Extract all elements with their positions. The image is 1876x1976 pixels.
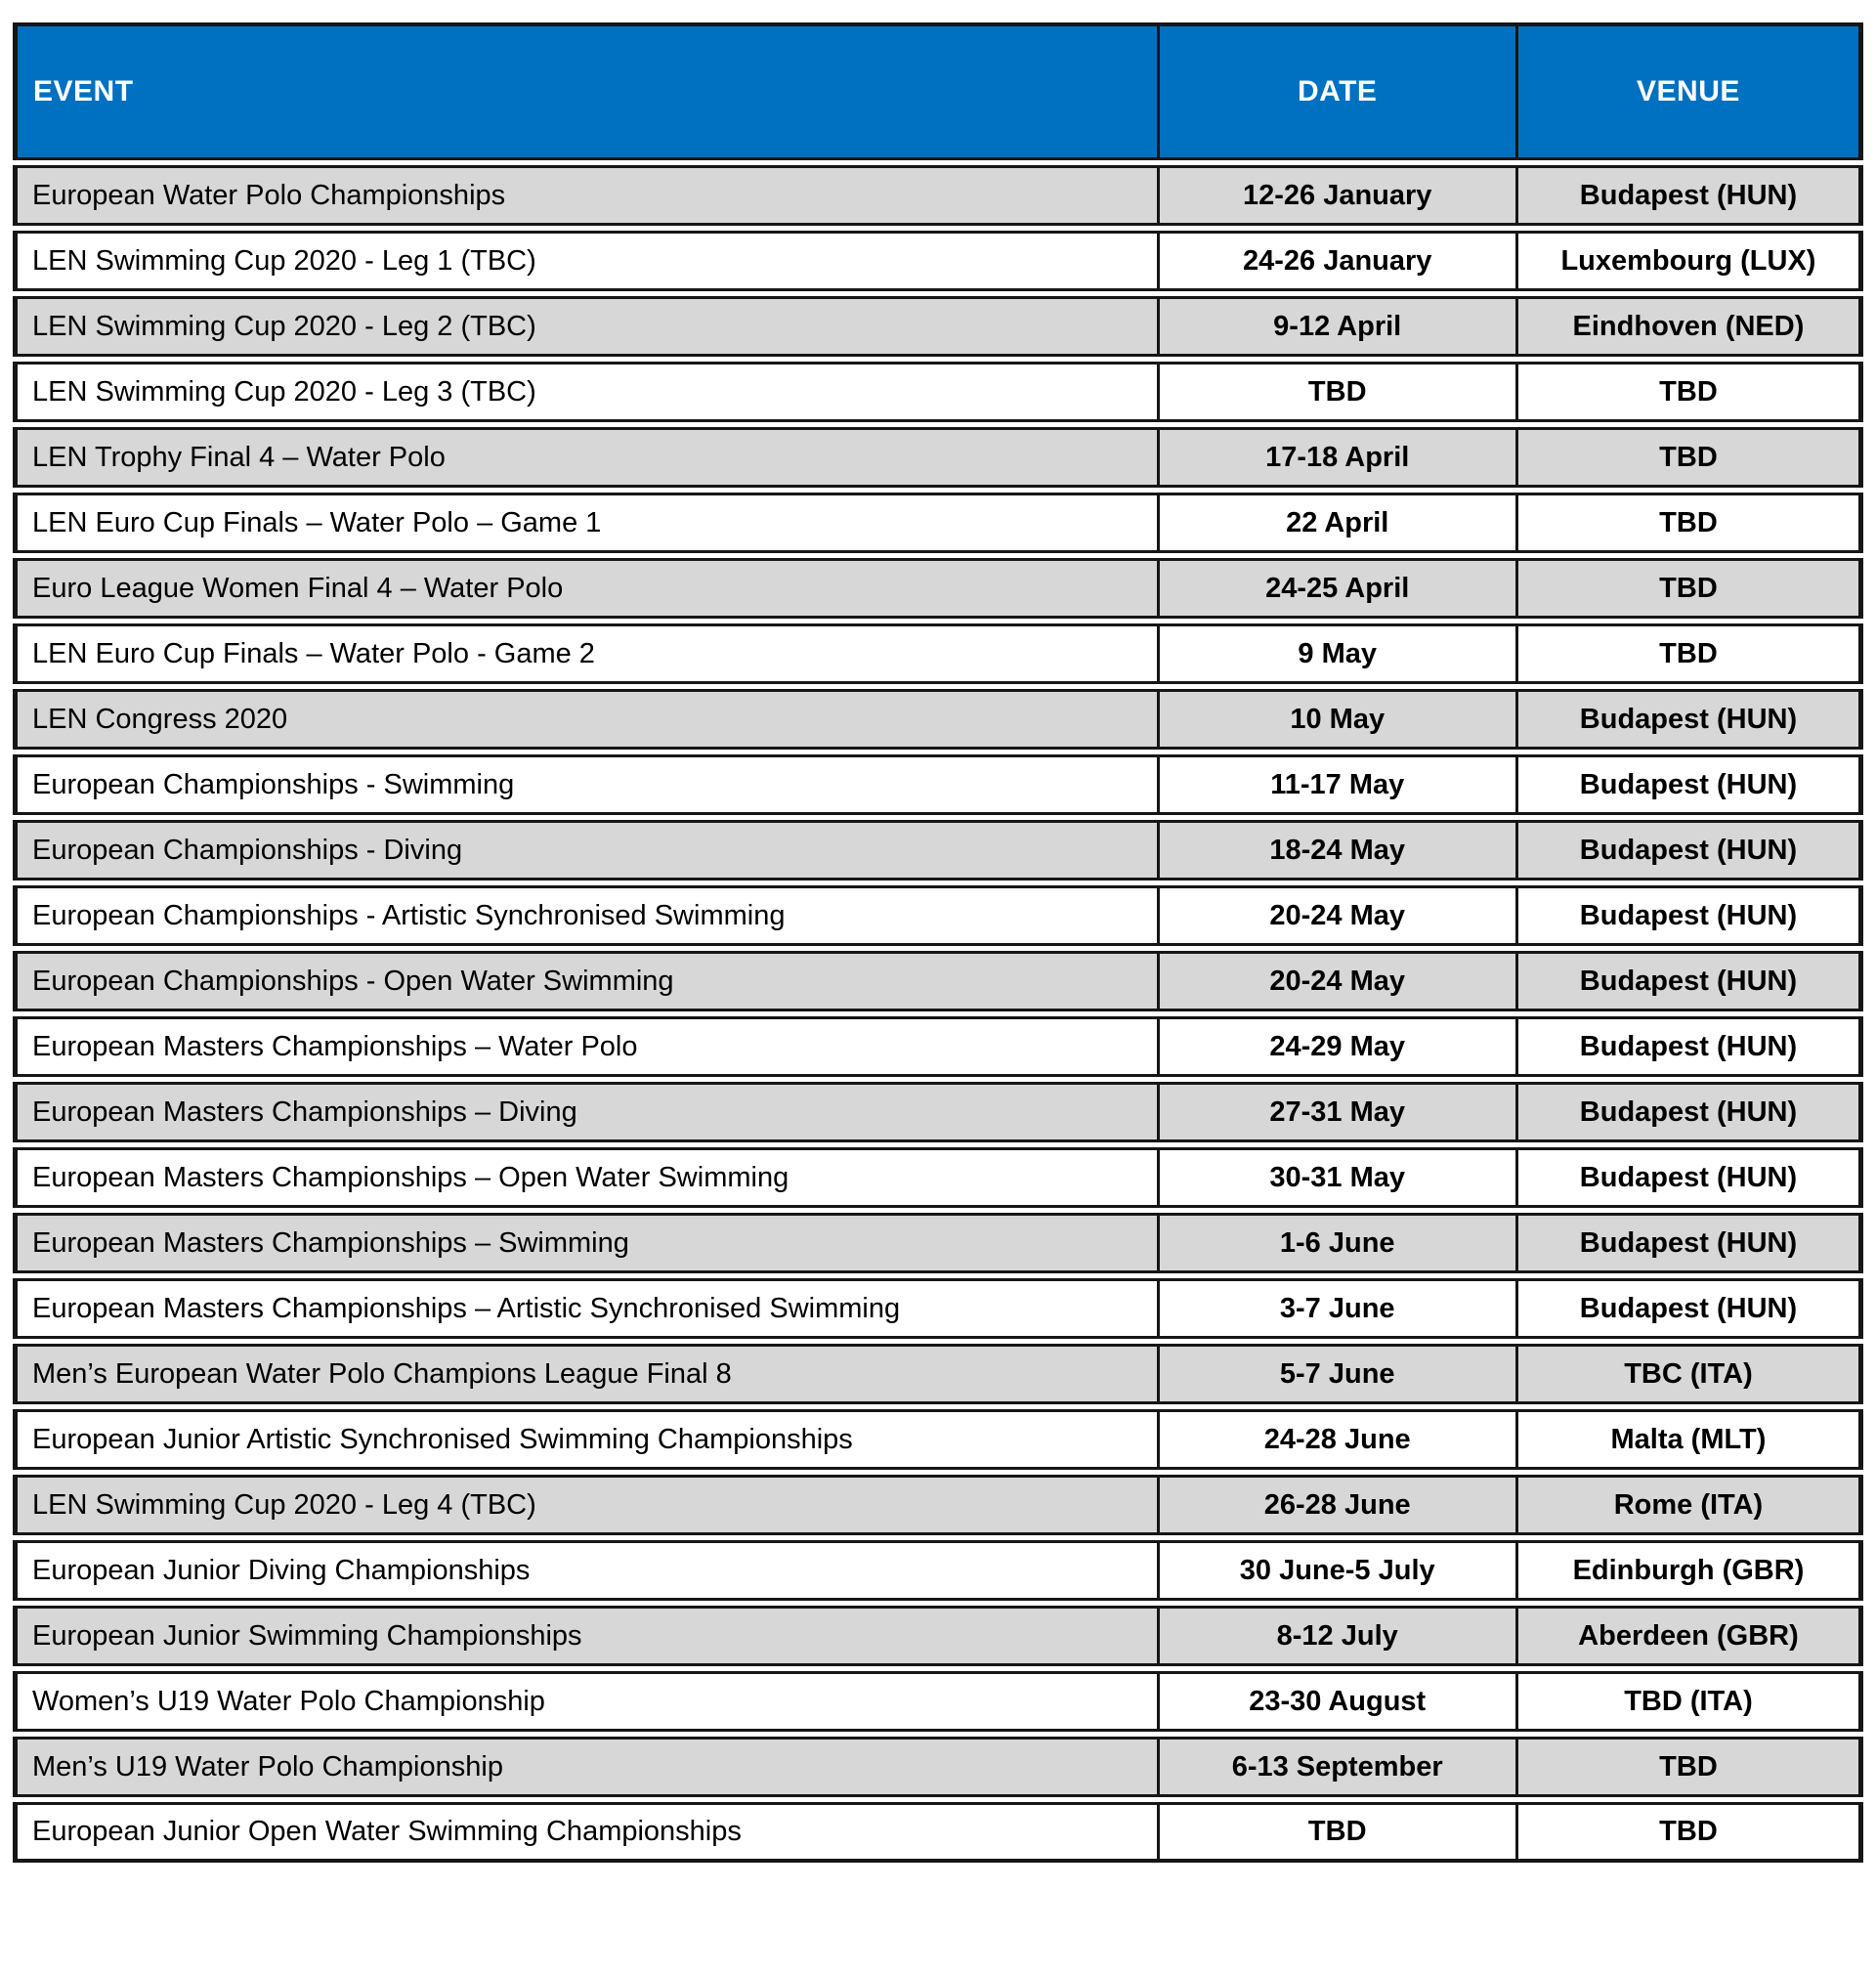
event-cell: European Championships - Artistic Synchronised Swimming <box>13 885 1157 946</box>
venue-cell: Budapest (HUN) <box>1515 820 1863 881</box>
event-cell: European Junior Swimming Championships <box>13 1606 1157 1666</box>
table-row <box>13 951 1863 1011</box>
event-cell: Euro League Women Final 4 – Water Polo <box>13 558 1157 619</box>
event-cell: European Masters Championships – Artistic Synchronised Swimming <box>13 1278 1157 1339</box>
event-cell: European Masters Championships – Water Polo <box>13 1016 1157 1077</box>
date-cell: 9-12 April <box>1157 296 1515 357</box>
event-cell: LEN Swimming Cup 2020 - Leg 4 (TBC) <box>13 1475 1157 1535</box>
event-cell: Men’s U19 Water Polo Championship <box>13 1737 1157 1797</box>
venue-cell: TBC (ITA) <box>1515 1344 1863 1404</box>
table-row <box>13 362 1863 422</box>
date-cell: 24-25 April <box>1157 558 1515 619</box>
date-cell: 23-30 August <box>1157 1671 1515 1732</box>
event-cell: Men’s European Water Polo Champions League Final 8 <box>13 1344 1157 1404</box>
date-cell: 24-29 May <box>1157 1016 1515 1077</box>
date-cell: 10 May <box>1157 689 1515 750</box>
header-row <box>13 22 1863 160</box>
venue-cell: Budapest (HUN) <box>1515 1278 1863 1339</box>
event-cell: European Championships - Swimming <box>13 754 1157 815</box>
event-cell: LEN Euro Cup Finals – Water Polo - Game 2 <box>13 623 1157 684</box>
column-header-venue: VENUE <box>1515 22 1863 160</box>
table-row <box>13 1540 1863 1601</box>
venue-cell: TBD (ITA) <box>1515 1671 1863 1732</box>
venue-cell: TBD <box>1515 1802 1863 1863</box>
event-cell: European Masters Championships – Swimming <box>13 1213 1157 1273</box>
table-row <box>13 1016 1863 1077</box>
venue-cell: Budapest (HUN) <box>1515 689 1863 750</box>
venue-cell: TBD <box>1515 1737 1863 1797</box>
date-cell: 20-24 May <box>1157 951 1515 1011</box>
table-row <box>13 493 1863 553</box>
table-row <box>13 1409 1863 1470</box>
date-cell: 8-12 July <box>1157 1606 1515 1666</box>
table-row <box>13 165 1863 226</box>
date-cell: 12-26 January <box>1157 165 1515 226</box>
table-row <box>13 885 1863 946</box>
event-cell: LEN Trophy Final 4 – Water Polo <box>13 427 1157 488</box>
date-cell: 20-24 May <box>1157 885 1515 946</box>
table-row <box>13 689 1863 750</box>
table-row <box>13 754 1863 815</box>
event-cell: LEN Swimming Cup 2020 - Leg 1 (TBC) <box>13 231 1157 291</box>
venue-cell: TBD <box>1515 362 1863 422</box>
table-row <box>13 1147 1863 1208</box>
date-cell: 30-31 May <box>1157 1147 1515 1208</box>
venue-cell: Budapest (HUN) <box>1515 951 1863 1011</box>
table-row <box>13 296 1863 357</box>
date-cell: 11-17 May <box>1157 754 1515 815</box>
date-cell: 6-13 September <box>1157 1737 1515 1797</box>
venue-cell: Budapest (HUN) <box>1515 1082 1863 1142</box>
date-cell: TBD <box>1157 362 1515 422</box>
table-row <box>13 623 1863 684</box>
event-cell: LEN Euro Cup Finals – Water Polo – Game 1 <box>13 493 1157 553</box>
venue-cell: Budapest (HUN) <box>1515 1147 1863 1208</box>
venue-cell: Malta (MLT) <box>1515 1409 1863 1470</box>
table-row <box>13 231 1863 291</box>
table-body <box>13 165 1863 1863</box>
date-cell: 24-28 June <box>1157 1409 1515 1470</box>
venue-cell: Budapest (HUN) <box>1515 1213 1863 1273</box>
table-row <box>13 1278 1863 1339</box>
event-cell: European Junior Diving Championships <box>13 1540 1157 1601</box>
event-cell: European Masters Championships – Diving <box>13 1082 1157 1142</box>
venue-cell: Budapest (HUN) <box>1515 165 1863 226</box>
date-cell: 18-24 May <box>1157 820 1515 881</box>
venue-cell: Luxembourg (LUX) <box>1515 231 1863 291</box>
table-row <box>13 1344 1863 1404</box>
date-cell: 5-7 June <box>1157 1344 1515 1404</box>
date-cell: 9 May <box>1157 623 1515 684</box>
table-row <box>13 1606 1863 1666</box>
date-cell: 17-18 April <box>1157 427 1515 488</box>
date-cell: 1-6 June <box>1157 1213 1515 1273</box>
table-row <box>13 1802 1863 1863</box>
event-cell: LEN Swimming Cup 2020 - Leg 3 (TBC) <box>13 362 1157 422</box>
table-row <box>13 558 1863 619</box>
table-row <box>13 820 1863 881</box>
event-cell: European Championships - Diving <box>13 820 1157 881</box>
table-row <box>13 1475 1863 1535</box>
venue-cell: TBD <box>1515 558 1863 619</box>
event-cell: European Junior Artistic Synchronised Swimming Championships <box>13 1409 1157 1470</box>
event-cell: LEN Congress 2020 <box>13 689 1157 750</box>
venue-cell: TBD <box>1515 427 1863 488</box>
table-row <box>13 1737 1863 1797</box>
venue-cell: TBD <box>1515 493 1863 553</box>
venue-cell: Budapest (HUN) <box>1515 754 1863 815</box>
column-header-date: DATE <box>1157 22 1515 160</box>
venue-cell: Eindhoven (NED) <box>1515 296 1863 357</box>
column-header-event: EVENT <box>13 22 1157 160</box>
event-cell: European Masters Championships – Open Water Swimming <box>13 1147 1157 1208</box>
event-cell: LEN Swimming Cup 2020 - Leg 2 (TBC) <box>13 296 1157 357</box>
table-row <box>13 1213 1863 1273</box>
date-cell: 3-7 June <box>1157 1278 1515 1339</box>
venue-cell: Budapest (HUN) <box>1515 1016 1863 1077</box>
event-cell: European Water Polo Championships <box>13 165 1157 226</box>
date-cell: 24-26 January <box>1157 231 1515 291</box>
event-cell: European Championships - Open Water Swimming <box>13 951 1157 1011</box>
events-schedule-table <box>13 18 1863 1868</box>
venue-cell: Rome (ITA) <box>1515 1475 1863 1535</box>
venue-cell: Edinburgh (GBR) <box>1515 1540 1863 1601</box>
date-cell: 26-28 June <box>1157 1475 1515 1535</box>
date-cell: 30 June-5 July <box>1157 1540 1515 1601</box>
date-cell: 27-31 May <box>1157 1082 1515 1142</box>
event-cell: European Junior Open Water Swimming Championships <box>13 1802 1157 1863</box>
event-cell: Women’s U19 Water Polo Championship <box>13 1671 1157 1732</box>
venue-cell: Budapest (HUN) <box>1515 885 1863 946</box>
table-row <box>13 1671 1863 1732</box>
venue-cell: Aberdeen (GBR) <box>1515 1606 1863 1666</box>
date-cell: 22 April <box>1157 493 1515 553</box>
venue-cell: TBD <box>1515 623 1863 684</box>
table-row <box>13 427 1863 488</box>
table-row <box>13 1082 1863 1142</box>
date-cell: TBD <box>1157 1802 1515 1863</box>
